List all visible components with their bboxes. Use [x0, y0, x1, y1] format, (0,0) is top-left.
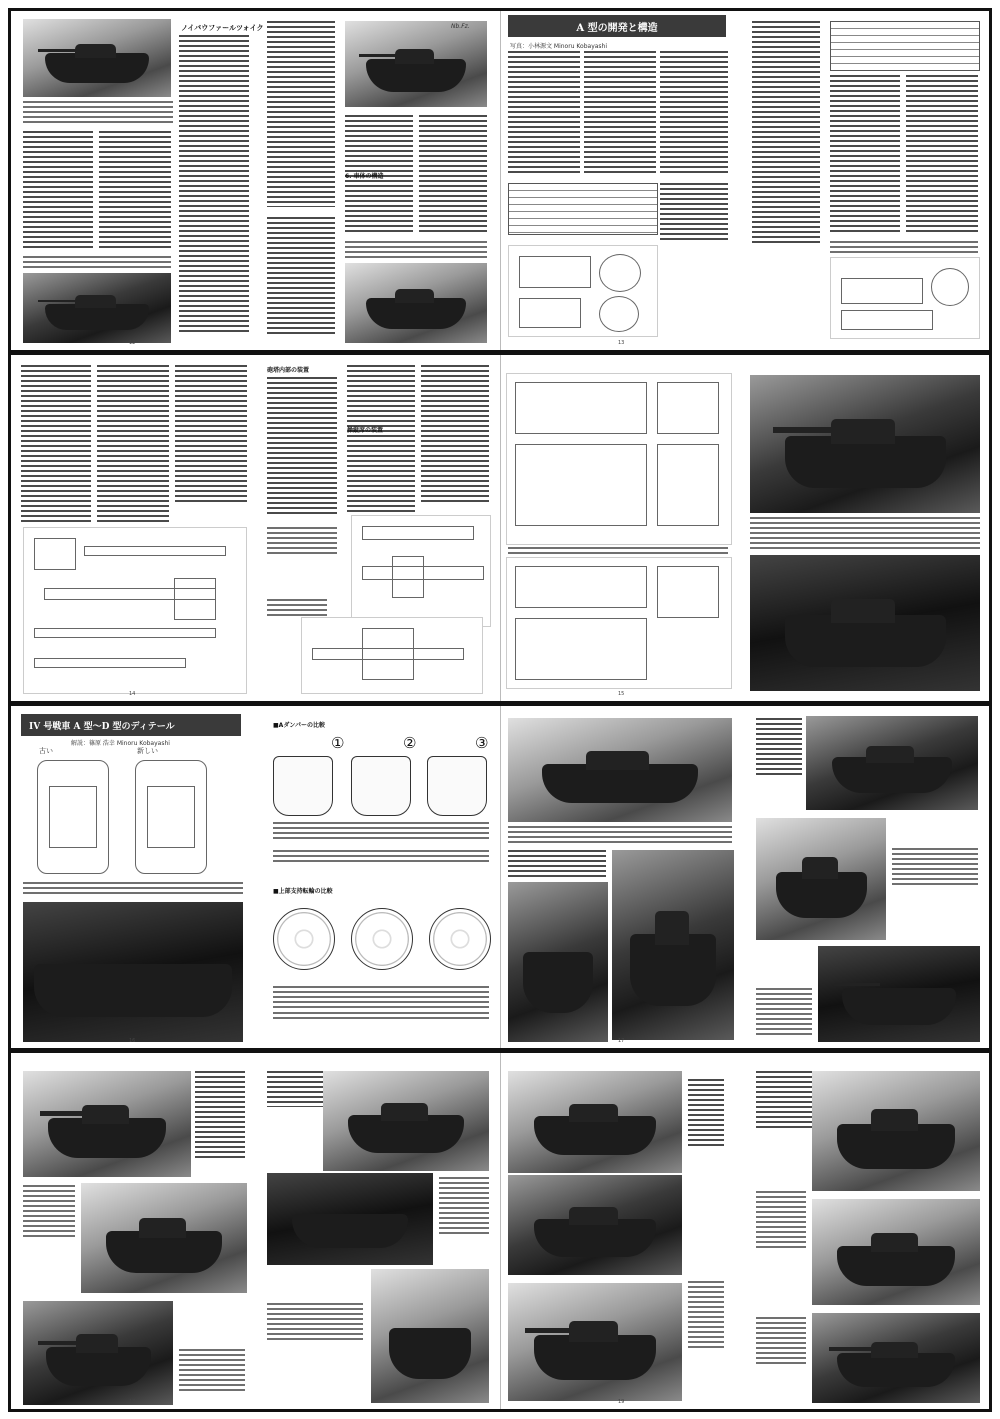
text-column [21, 365, 91, 525]
text-column [688, 1079, 724, 1149]
damper-2 [351, 756, 411, 816]
label-old: 古い [39, 747, 53, 755]
photo-column [806, 716, 978, 810]
photo-crew-2 [612, 850, 734, 1040]
caption [892, 848, 978, 888]
page-number: 18 [129, 1399, 136, 1405]
caption [756, 1317, 806, 1367]
photo-town-tank [23, 1071, 191, 1177]
photo-tank-house [81, 1183, 247, 1293]
text-column [660, 183, 728, 243]
damper-heading: ■Aダンパーの比較 [273, 722, 325, 729]
photo-tank-front-2 [812, 1071, 980, 1191]
roller-3 [429, 908, 491, 970]
tank-blueprint [506, 373, 732, 545]
spread-1 [8, 8, 992, 353]
text-column [97, 365, 169, 525]
photo-tank-field-2 [23, 1301, 173, 1405]
photo-crane [371, 1269, 489, 1403]
caption [23, 1185, 75, 1237]
text-column [267, 217, 335, 335]
page-number: 16 [129, 1038, 136, 1044]
page-16 [11, 706, 501, 1048]
photo-tank-camo [812, 1313, 980, 1403]
text-column [584, 51, 656, 176]
text-column [23, 131, 93, 251]
caption [179, 1349, 245, 1393]
text-column [179, 35, 249, 335]
caption [756, 1191, 806, 1251]
section-banner: IV 号戦車 A 型～D 型のディテール [21, 714, 241, 736]
photo-tank-rail [508, 1175, 682, 1275]
text-column [267, 1071, 323, 1107]
caption [273, 850, 489, 862]
text-column [752, 21, 820, 246]
caption [439, 1177, 489, 1237]
photo-neubaufahrzeug [23, 19, 171, 97]
mg-drawing [351, 515, 491, 627]
mount-drawing [301, 617, 483, 694]
caption [273, 986, 489, 1008]
photo-gun-close [818, 946, 980, 1042]
photo-tank-field [23, 273, 171, 343]
page-17 [500, 706, 989, 1048]
gun-drawing [23, 527, 247, 694]
text-column [99, 131, 171, 251]
track-drawing-old [29, 756, 115, 876]
caption [23, 256, 171, 270]
text-column [175, 365, 247, 505]
page-13 [500, 11, 989, 350]
caption [688, 1281, 724, 1351]
page-number: 17 [618, 1038, 625, 1044]
page-12 [11, 11, 501, 350]
photo-tank-crew [508, 1283, 682, 1401]
text-column [419, 115, 487, 235]
damper-1 [273, 756, 333, 816]
caption [23, 882, 243, 896]
photo-tank-prototype [345, 263, 487, 343]
text-column [660, 51, 728, 176]
circle-2: ② [403, 734, 417, 752]
section-head: 操縦席の装置 [347, 427, 384, 434]
photo-tank-road [508, 1071, 682, 1173]
tank-blueprint-2 [506, 557, 732, 689]
spread-4 [8, 1050, 992, 1412]
spec-table [508, 183, 658, 235]
technical-drawing-suspension [830, 257, 980, 339]
caption [508, 547, 728, 555]
page-15 [500, 355, 989, 701]
technical-drawing [508, 245, 658, 337]
text-column [195, 1071, 245, 1161]
roller-1 [273, 908, 335, 970]
caption [508, 826, 732, 844]
photo-tank-winter [750, 375, 980, 513]
section-head: 砲塔内部の装置 [267, 367, 310, 374]
text-column [756, 1071, 812, 1131]
page-number: 12 [129, 340, 136, 346]
caption [267, 1303, 363, 1343]
photo-crew [508, 882, 608, 1042]
text-column [756, 718, 802, 778]
page-18 [11, 1053, 501, 1409]
section-banner: A 型の開発と構造 [508, 15, 726, 37]
text-column [830, 75, 900, 235]
spec-table-2 [830, 21, 980, 71]
text-column [421, 365, 489, 505]
spread-2 [8, 352, 992, 704]
text-column [508, 850, 606, 880]
photo-tank-side [345, 21, 487, 107]
photo-tank-snow [812, 1199, 980, 1305]
photo-palm [756, 818, 886, 940]
photo-river-crossing [508, 718, 732, 822]
caption [756, 988, 812, 1038]
text-column [267, 21, 335, 207]
page-14 [11, 355, 501, 701]
track-drawing-new [127, 756, 213, 876]
section-head: 6. 車体の構造 [345, 173, 384, 180]
circle-3: ③ [475, 734, 489, 752]
photo-tag: Nb.Fz. [451, 23, 470, 30]
label-new: 新しい [137, 747, 158, 755]
page-19 [500, 1053, 989, 1409]
damper-3 [427, 756, 487, 816]
caption [345, 241, 487, 259]
caption [273, 1012, 489, 1022]
caption [750, 517, 980, 551]
page-number: 13 [618, 340, 625, 346]
page-number: 19 [618, 1399, 625, 1405]
text-column [347, 365, 415, 515]
section-subtitle: 解説：篠原 浩幸 Minoru Kobayashi [71, 740, 170, 747]
circle-1: ① [331, 734, 345, 752]
photo-tank-detail [23, 902, 243, 1042]
roller-2 [351, 908, 413, 970]
caption [23, 101, 173, 125]
text-column [906, 75, 978, 235]
photo-smoke [267, 1173, 433, 1265]
text-column [267, 377, 337, 517]
caption [830, 241, 978, 253]
caption [273, 822, 489, 842]
section-subtitle: 写真：小林源文 Minoru Kobayashi [510, 43, 608, 50]
caption [267, 527, 337, 557]
photo-soldiers [323, 1071, 489, 1171]
photo-tank-front [750, 555, 980, 691]
roller-heading: ■上部支持転輪の比較 [273, 888, 333, 895]
page-number: 14 [129, 691, 136, 697]
section-title: ノイバウファールツォイク [181, 24, 264, 32]
spread-3 [8, 703, 992, 1051]
caption [267, 599, 327, 619]
page-number: 15 [618, 691, 625, 697]
text-column [508, 51, 580, 176]
